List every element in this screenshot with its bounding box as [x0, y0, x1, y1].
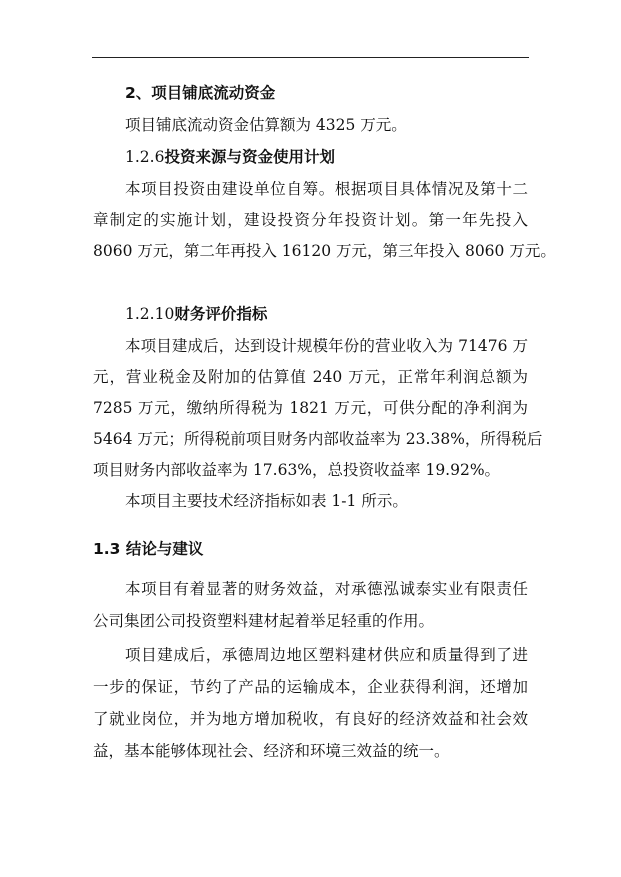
section-13-line-1: 本项目有着显著的财务效益，对承德泓诚泰实业有限责任	[125, 580, 528, 598]
section-126-line-2: 章制定的实施计划，建设投资分年投资计划。第一年先投入	[93, 211, 528, 229]
section-13-heading: 1.3 结论与建议	[93, 540, 204, 558]
section-126-line-1: 本项目投资由建设单位自筹。根据项目具体情况及第十二	[125, 180, 528, 198]
section-13-line-5: 了就业岗位，并为地方增加税收，有良好的经济效益和社会效	[93, 710, 528, 728]
section-13-line-6: 益，基本能够体现社会、经济和环境三效益的统一。	[93, 742, 450, 760]
section-1210-line-3: 7285 万元，缴纳所得税为 1821 万元，可供分配的净利润为	[93, 399, 528, 417]
section-1210-line-6: 本项目主要技术经济指标如表 1-1 所示。	[125, 492, 408, 510]
header-rule	[92, 57, 529, 58]
section-13-line-4: 一步的保证，节约了产品的运输成本，企业获得利润，还增加	[93, 678, 528, 696]
section-126-line-3: 8060 万元，第二年再投入 16120 万元，第三年投入 8060 万元。	[93, 242, 556, 260]
section-1210-number: 1.2.10	[125, 305, 175, 323]
section-126-number: 1.2.6	[125, 148, 165, 166]
section-13-line-3: 项目建成后，承德周边地区塑料建材供应和质量得到了进	[125, 646, 528, 664]
section-2-heading: 2、项目铺底流动资金	[125, 84, 276, 102]
section-1210-line-1: 本项目建成后，达到设计规模年份的营业收入为 71476 万	[125, 337, 528, 355]
section-13-line-2: 公司集团公司投资塑料建材起着举足轻重的作用。	[93, 612, 435, 630]
section-1210-title: 财务评价指标	[174, 305, 268, 323]
section-1210-line-4: 5464 万元；所得税前项目财务内部收益率为 23.38%，所得税后	[93, 430, 543, 448]
section-1210-line-2: 元，营业税金及附加的估算值 240 万元，正常年利润总额为	[93, 368, 528, 386]
section-126-heading	[125, 150, 335, 166]
section-1210-line-5: 项目财务内部收益率为 17.63%，总投资收益率 19.92%。	[93, 461, 501, 479]
section-126-title: 投资来源与资金使用计划	[164, 148, 335, 166]
section-1210-heading	[125, 307, 267, 323]
section-2-text: 项目铺底流动资金估算额为 4325 万元。	[125, 116, 407, 134]
